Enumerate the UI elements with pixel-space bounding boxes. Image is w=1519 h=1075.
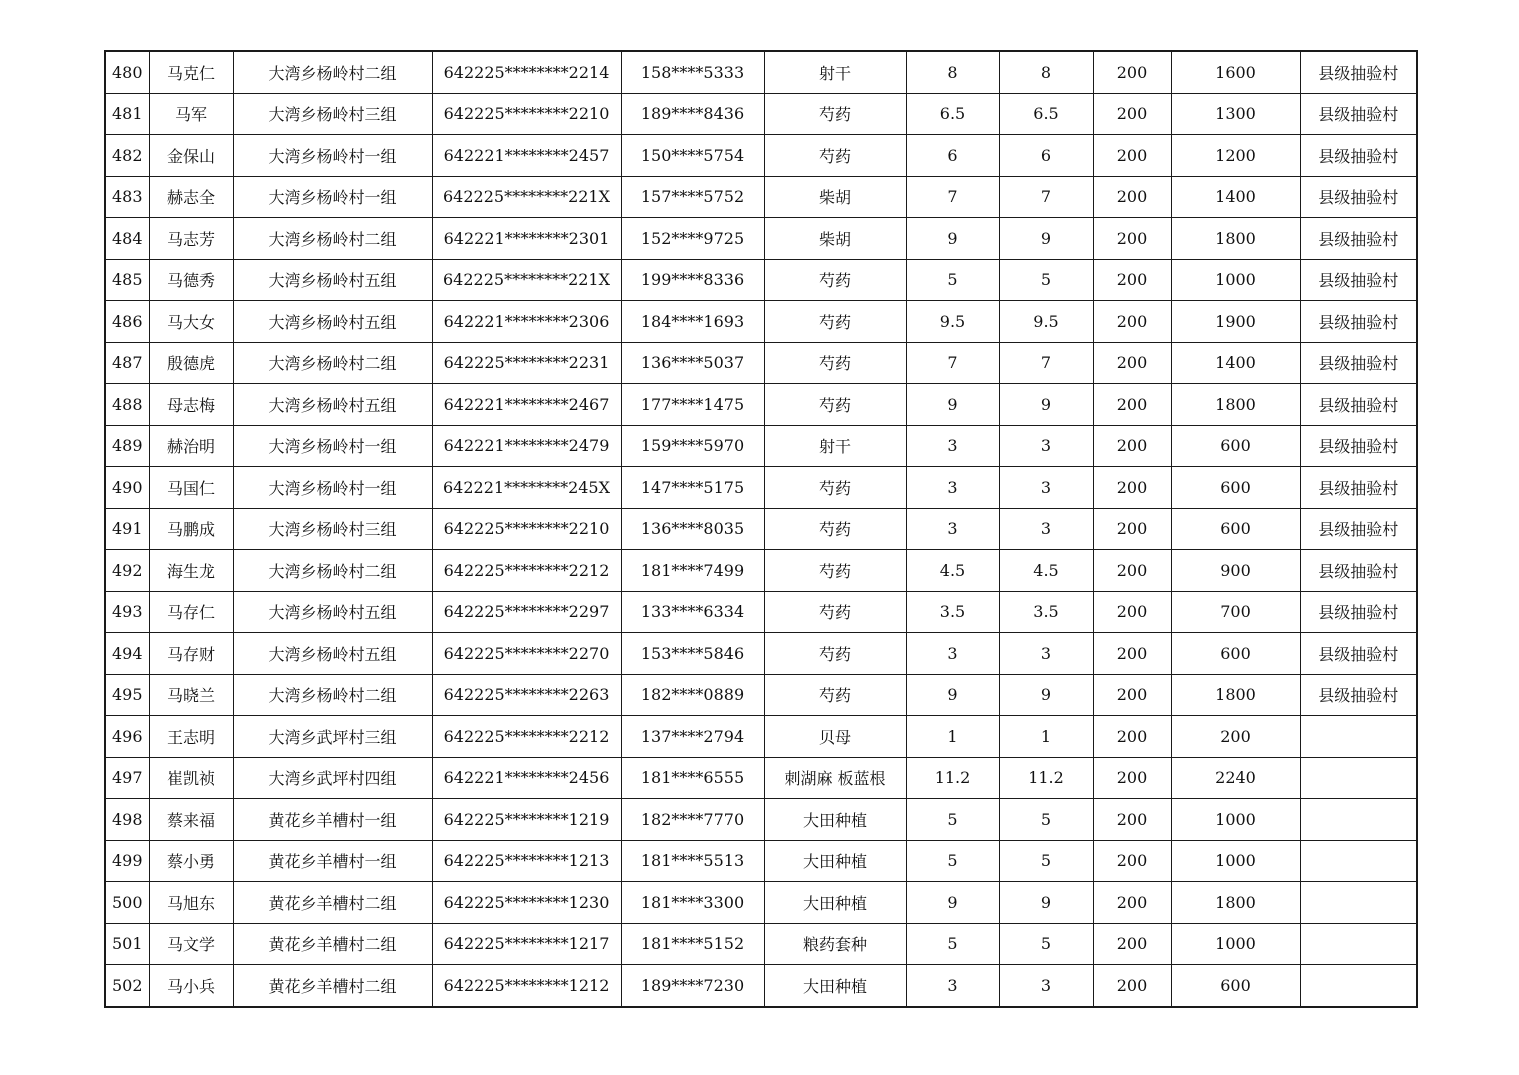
- subsidy-amount-cell: 2240: [1171, 757, 1300, 799]
- id-number-cell: 642225********1213: [432, 840, 621, 882]
- crop-cell: 柴胡: [764, 176, 906, 218]
- phone-cell: 199****8336: [621, 259, 764, 301]
- name-cell: 马鹏成: [149, 508, 233, 550]
- subsidy-amount-cell: 200: [1171, 716, 1300, 758]
- phone-cell: 182****7770: [621, 799, 764, 841]
- subsidy-amount-cell: 1800: [1171, 384, 1300, 426]
- phone-cell: 137****2794: [621, 716, 764, 758]
- remark-cell: 县级抽验村: [1300, 301, 1417, 343]
- id-number-cell: 642221********2456: [432, 757, 621, 799]
- row-number-cell: 480: [105, 51, 149, 93]
- name-cell: 崔凯祯: [149, 757, 233, 799]
- row-number-cell: 483: [105, 176, 149, 218]
- id-number-cell: 642221********2301: [432, 218, 621, 260]
- id-number-cell: 642225********2263: [432, 674, 621, 716]
- row-number-cell: 485: [105, 259, 149, 301]
- data-table: [104, 50, 1418, 1008]
- subsidy-rate-cell: 200: [1093, 301, 1171, 343]
- subsidy-amount-cell: 1800: [1171, 218, 1300, 260]
- area-cell: 5: [906, 799, 999, 841]
- table-row: [105, 591, 1417, 633]
- name-cell: 马文学: [149, 923, 233, 965]
- name-cell: 马国仁: [149, 467, 233, 509]
- verified-area-cell: 1: [999, 716, 1093, 758]
- table-row: [105, 799, 1417, 841]
- name-cell: 马克仁: [149, 51, 233, 93]
- row-number-cell: 502: [105, 965, 149, 1007]
- verified-area-cell: 9.5: [999, 301, 1093, 343]
- area-cell: 4.5: [906, 550, 999, 592]
- phone-cell: 181****5513: [621, 840, 764, 882]
- subsidy-rate-cell: 200: [1093, 218, 1171, 260]
- table-row: [105, 633, 1417, 675]
- verified-area-cell: 3: [999, 467, 1093, 509]
- name-cell: 赫志全: [149, 176, 233, 218]
- verified-area-cell: 5: [999, 923, 1093, 965]
- name-cell: 殷德虎: [149, 342, 233, 384]
- table-row: [105, 93, 1417, 135]
- crop-cell: 芍药: [764, 259, 906, 301]
- phone-cell: 181****7499: [621, 550, 764, 592]
- subsidy-rate-cell: 200: [1093, 716, 1171, 758]
- subsidy-amount-cell: 600: [1171, 425, 1300, 467]
- area-cell: 9: [906, 882, 999, 924]
- name-cell: 马旭东: [149, 882, 233, 924]
- phone-cell: 136****5037: [621, 342, 764, 384]
- table-row: [105, 425, 1417, 467]
- area-cell: 9: [906, 674, 999, 716]
- row-number-cell: 501: [105, 923, 149, 965]
- verified-area-cell: 9: [999, 882, 1093, 924]
- address-cell: 大湾乡杨岭村二组: [233, 51, 432, 93]
- phone-cell: 189****7230: [621, 965, 764, 1007]
- subsidy-rate-cell: 200: [1093, 757, 1171, 799]
- id-number-cell: 642221********2306: [432, 301, 621, 343]
- remark-cell: 县级抽验村: [1300, 259, 1417, 301]
- id-number-cell: 642225********1212: [432, 965, 621, 1007]
- phone-cell: 181****6555: [621, 757, 764, 799]
- address-cell: 大湾乡杨岭村一组: [233, 176, 432, 218]
- remark-cell: 县级抽验村: [1300, 591, 1417, 633]
- area-cell: 9: [906, 384, 999, 426]
- phone-cell: 147****5175: [621, 467, 764, 509]
- table-row: [105, 176, 1417, 218]
- crop-cell: 大田种植: [764, 965, 906, 1007]
- remark-cell: [1300, 716, 1417, 758]
- address-cell: 大湾乡杨岭村五组: [233, 384, 432, 426]
- subsidy-amount-cell: 600: [1171, 965, 1300, 1007]
- subsidy-amount-cell: 1800: [1171, 674, 1300, 716]
- verified-area-cell: 9: [999, 218, 1093, 260]
- crop-cell: 芍药: [764, 93, 906, 135]
- subsidy-rate-cell: 200: [1093, 508, 1171, 550]
- id-number-cell: 642225********2270: [432, 633, 621, 675]
- remark-cell: 县级抽验村: [1300, 218, 1417, 260]
- row-number-cell: 488: [105, 384, 149, 426]
- row-number-cell: 498: [105, 799, 149, 841]
- crop-cell: 芍药: [764, 301, 906, 343]
- crop-cell: 芍药: [764, 674, 906, 716]
- address-cell: 黄花乡羊槽村一组: [233, 840, 432, 882]
- id-number-cell: 642225********221X: [432, 259, 621, 301]
- row-number-cell: 492: [105, 550, 149, 592]
- id-number-cell: 642225********2210: [432, 508, 621, 550]
- area-cell: 3: [906, 965, 999, 1007]
- table-row: [105, 674, 1417, 716]
- remark-cell: 县级抽验村: [1300, 508, 1417, 550]
- area-cell: 8: [906, 51, 999, 93]
- subsidy-rate-cell: 200: [1093, 674, 1171, 716]
- phone-cell: 182****0889: [621, 674, 764, 716]
- subsidy-rate-cell: 200: [1093, 591, 1171, 633]
- id-number-cell: 642221********2479: [432, 425, 621, 467]
- crop-cell: 大田种植: [764, 799, 906, 841]
- remark-cell: 县级抽验村: [1300, 342, 1417, 384]
- address-cell: 大湾乡杨岭村二组: [233, 218, 432, 260]
- subsidy-amount-cell: 600: [1171, 467, 1300, 509]
- name-cell: 马德秀: [149, 259, 233, 301]
- address-cell: 大湾乡杨岭村一组: [233, 135, 432, 177]
- subsidy-rate-cell: 200: [1093, 425, 1171, 467]
- name-cell: 马小兵: [149, 965, 233, 1007]
- address-cell: 黄花乡羊槽村一组: [233, 799, 432, 841]
- area-cell: 7: [906, 342, 999, 384]
- row-number-cell: 499: [105, 840, 149, 882]
- address-cell: 大湾乡杨岭村五组: [233, 301, 432, 343]
- name-cell: 蔡小勇: [149, 840, 233, 882]
- table-row: [105, 384, 1417, 426]
- phone-cell: 133****6334: [621, 591, 764, 633]
- crop-cell: 芍药: [764, 467, 906, 509]
- verified-area-cell: 5: [999, 799, 1093, 841]
- name-cell: 马晓兰: [149, 674, 233, 716]
- address-cell: 大湾乡杨岭村五组: [233, 259, 432, 301]
- row-number-cell: 484: [105, 218, 149, 260]
- row-number-cell: 490: [105, 467, 149, 509]
- table-row: [105, 135, 1417, 177]
- remark-cell: 县级抽验村: [1300, 550, 1417, 592]
- address-cell: 大湾乡杨岭村二组: [233, 674, 432, 716]
- table-row: [105, 882, 1417, 924]
- row-number-cell: 497: [105, 757, 149, 799]
- remark-cell: [1300, 923, 1417, 965]
- table-row: [105, 550, 1417, 592]
- area-cell: 3: [906, 467, 999, 509]
- crop-cell: 芍药: [764, 633, 906, 675]
- id-number-cell: 642225********1217: [432, 923, 621, 965]
- remark-cell: 县级抽验村: [1300, 176, 1417, 218]
- crop-cell: 大田种植: [764, 840, 906, 882]
- subsidy-amount-cell: 600: [1171, 508, 1300, 550]
- crop-cell: 芍药: [764, 508, 906, 550]
- id-number-cell: 642221********245X: [432, 467, 621, 509]
- table-row: [105, 965, 1417, 1007]
- subsidy-rate-cell: 200: [1093, 633, 1171, 675]
- row-number-cell: 494: [105, 633, 149, 675]
- name-cell: 王志明: [149, 716, 233, 758]
- crop-cell: 射干: [764, 51, 906, 93]
- subsidy-rate-cell: 200: [1093, 259, 1171, 301]
- subsidy-rate-cell: 200: [1093, 467, 1171, 509]
- remark-cell: 县级抽验村: [1300, 384, 1417, 426]
- phone-cell: 159****5970: [621, 425, 764, 467]
- table-row: [105, 716, 1417, 758]
- phone-cell: 184****1693: [621, 301, 764, 343]
- table-body: [105, 51, 1417, 1007]
- id-number-cell: 642225********2231: [432, 342, 621, 384]
- verified-area-cell: 8: [999, 51, 1093, 93]
- name-cell: 马军: [149, 93, 233, 135]
- remark-cell: 县级抽验村: [1300, 674, 1417, 716]
- subsidy-rate-cell: 200: [1093, 51, 1171, 93]
- area-cell: 9.5: [906, 301, 999, 343]
- crop-cell: 柴胡: [764, 218, 906, 260]
- table-row: [105, 259, 1417, 301]
- verified-area-cell: 5: [999, 259, 1093, 301]
- name-cell: 蔡来福: [149, 799, 233, 841]
- row-number-cell: 482: [105, 135, 149, 177]
- subsidy-amount-cell: 1400: [1171, 342, 1300, 384]
- area-cell: 11.2: [906, 757, 999, 799]
- phone-cell: 157****5752: [621, 176, 764, 218]
- phone-cell: 136****8035: [621, 508, 764, 550]
- crop-cell: 贝母: [764, 716, 906, 758]
- verified-area-cell: 9: [999, 384, 1093, 426]
- verified-area-cell: 3.5: [999, 591, 1093, 633]
- address-cell: 大湾乡武坪村三组: [233, 716, 432, 758]
- subsidy-amount-cell: 600: [1171, 633, 1300, 675]
- phone-cell: 152****9725: [621, 218, 764, 260]
- id-number-cell: 642225********2212: [432, 550, 621, 592]
- row-number-cell: 500: [105, 882, 149, 924]
- row-number-cell: 496: [105, 716, 149, 758]
- table-row: [105, 923, 1417, 965]
- area-cell: 5: [906, 840, 999, 882]
- verified-area-cell: 4.5: [999, 550, 1093, 592]
- id-number-cell: 642225********221X: [432, 176, 621, 218]
- remark-cell: 县级抽验村: [1300, 467, 1417, 509]
- table-row: [105, 467, 1417, 509]
- phone-cell: 158****5333: [621, 51, 764, 93]
- verified-area-cell: 3: [999, 508, 1093, 550]
- remark-cell: 县级抽验村: [1300, 135, 1417, 177]
- table-row: [105, 508, 1417, 550]
- subsidy-rate-cell: 200: [1093, 550, 1171, 592]
- verified-area-cell: 7: [999, 176, 1093, 218]
- area-cell: 5: [906, 259, 999, 301]
- table-row: [105, 840, 1417, 882]
- subsidy-amount-cell: 1000: [1171, 799, 1300, 841]
- crop-cell: 粮药套种: [764, 923, 906, 965]
- row-number-cell: 481: [105, 93, 149, 135]
- area-cell: 6.5: [906, 93, 999, 135]
- id-number-cell: 642225********2214: [432, 51, 621, 93]
- id-number-cell: 642225********2212: [432, 716, 621, 758]
- subsidy-rate-cell: 200: [1093, 135, 1171, 177]
- phone-cell: 181****5152: [621, 923, 764, 965]
- crop-cell: 芍药: [764, 550, 906, 592]
- row-number-cell: 495: [105, 674, 149, 716]
- subsidy-amount-cell: 1300: [1171, 93, 1300, 135]
- address-cell: 黄花乡羊槽村二组: [233, 923, 432, 965]
- address-cell: 大湾乡杨岭村一组: [233, 425, 432, 467]
- subsidy-amount-cell: 1600: [1171, 51, 1300, 93]
- subsidy-rate-cell: 200: [1093, 93, 1171, 135]
- verified-area-cell: 6: [999, 135, 1093, 177]
- id-number-cell: 642221********2467: [432, 384, 621, 426]
- table-row: [105, 218, 1417, 260]
- subsidy-amount-cell: 900: [1171, 550, 1300, 592]
- area-cell: 1: [906, 716, 999, 758]
- row-number-cell: 491: [105, 508, 149, 550]
- row-number-cell: 486: [105, 301, 149, 343]
- crop-cell: 射干: [764, 425, 906, 467]
- address-cell: 黄花乡羊槽村二组: [233, 882, 432, 924]
- remark-cell: 县级抽验村: [1300, 425, 1417, 467]
- address-cell: 黄花乡羊槽村二组: [233, 965, 432, 1007]
- phone-cell: 150****5754: [621, 135, 764, 177]
- crop-cell: 刺湖麻 板蓝根: [764, 757, 906, 799]
- address-cell: 大湾乡杨岭村三组: [233, 508, 432, 550]
- verified-area-cell: 3: [999, 425, 1093, 467]
- table-row: [105, 301, 1417, 343]
- verified-area-cell: 5: [999, 840, 1093, 882]
- id-number-cell: 642225********2210: [432, 93, 621, 135]
- crop-cell: 芍药: [764, 342, 906, 384]
- crop-cell: 芍药: [764, 135, 906, 177]
- subsidy-amount-cell: 1200: [1171, 135, 1300, 177]
- crop-cell: 芍药: [764, 384, 906, 426]
- address-cell: 大湾乡武坪村四组: [233, 757, 432, 799]
- subsidy-rate-cell: 200: [1093, 923, 1171, 965]
- area-cell: 3: [906, 425, 999, 467]
- address-cell: 大湾乡杨岭村五组: [233, 633, 432, 675]
- remark-cell: 县级抽验村: [1300, 633, 1417, 675]
- subsidy-rate-cell: 200: [1093, 342, 1171, 384]
- subsidy-amount-cell: 700: [1171, 591, 1300, 633]
- area-cell: 6: [906, 135, 999, 177]
- address-cell: 大湾乡杨岭村二组: [233, 550, 432, 592]
- subsidy-amount-cell: 1800: [1171, 882, 1300, 924]
- name-cell: 马志芳: [149, 218, 233, 260]
- address-cell: 大湾乡杨岭村二组: [233, 342, 432, 384]
- area-cell: 3: [906, 508, 999, 550]
- name-cell: 金保山: [149, 135, 233, 177]
- name-cell: 母志梅: [149, 384, 233, 426]
- subsidy-rate-cell: 200: [1093, 384, 1171, 426]
- row-number-cell: 489: [105, 425, 149, 467]
- id-number-cell: 642221********2457: [432, 135, 621, 177]
- id-number-cell: 642225********2297: [432, 591, 621, 633]
- area-cell: 9: [906, 218, 999, 260]
- verified-area-cell: 9: [999, 674, 1093, 716]
- name-cell: 海生龙: [149, 550, 233, 592]
- area-cell: 3: [906, 633, 999, 675]
- id-number-cell: 642225********1230: [432, 882, 621, 924]
- area-cell: 3.5: [906, 591, 999, 633]
- table-row: [105, 342, 1417, 384]
- remark-cell: 县级抽验村: [1300, 51, 1417, 93]
- subsidy-rate-cell: 200: [1093, 176, 1171, 218]
- verified-area-cell: 3: [999, 965, 1093, 1007]
- name-cell: 马存仁: [149, 591, 233, 633]
- subsidy-amount-cell: 1400: [1171, 176, 1300, 218]
- subsidy-amount-cell: 1000: [1171, 923, 1300, 965]
- remark-cell: [1300, 757, 1417, 799]
- subsidy-rate-cell: 200: [1093, 965, 1171, 1007]
- remark-cell: [1300, 965, 1417, 1007]
- address-cell: 大湾乡杨岭村一组: [233, 467, 432, 509]
- subsidy-amount-cell: 1000: [1171, 840, 1300, 882]
- remark-cell: 县级抽验村: [1300, 93, 1417, 135]
- table-row: [105, 757, 1417, 799]
- table-row: [105, 51, 1417, 93]
- name-cell: 马存财: [149, 633, 233, 675]
- area-cell: 7: [906, 176, 999, 218]
- phone-cell: 189****8436: [621, 93, 764, 135]
- address-cell: 大湾乡杨岭村三组: [233, 93, 432, 135]
- subsidy-rate-cell: 200: [1093, 840, 1171, 882]
- phone-cell: 181****3300: [621, 882, 764, 924]
- remark-cell: [1300, 799, 1417, 841]
- phone-cell: 153****5846: [621, 633, 764, 675]
- area-cell: 5: [906, 923, 999, 965]
- verified-area-cell: 11.2: [999, 757, 1093, 799]
- remark-cell: [1300, 840, 1417, 882]
- address-cell: 大湾乡杨岭村五组: [233, 591, 432, 633]
- id-number-cell: 642225********1219: [432, 799, 621, 841]
- crop-cell: 芍药: [764, 591, 906, 633]
- name-cell: 赫治明: [149, 425, 233, 467]
- subsidy-rate-cell: 200: [1093, 799, 1171, 841]
- crop-cell: 大田种植: [764, 882, 906, 924]
- subsidy-amount-cell: 1900: [1171, 301, 1300, 343]
- row-number-cell: 493: [105, 591, 149, 633]
- row-number-cell: 487: [105, 342, 149, 384]
- verified-area-cell: 6.5: [999, 93, 1093, 135]
- remark-cell: [1300, 882, 1417, 924]
- verified-area-cell: 3: [999, 633, 1093, 675]
- verified-area-cell: 7: [999, 342, 1093, 384]
- subsidy-rate-cell: 200: [1093, 882, 1171, 924]
- subsidy-amount-cell: 1000: [1171, 259, 1300, 301]
- name-cell: 马大女: [149, 301, 233, 343]
- phone-cell: 177****1475: [621, 384, 764, 426]
